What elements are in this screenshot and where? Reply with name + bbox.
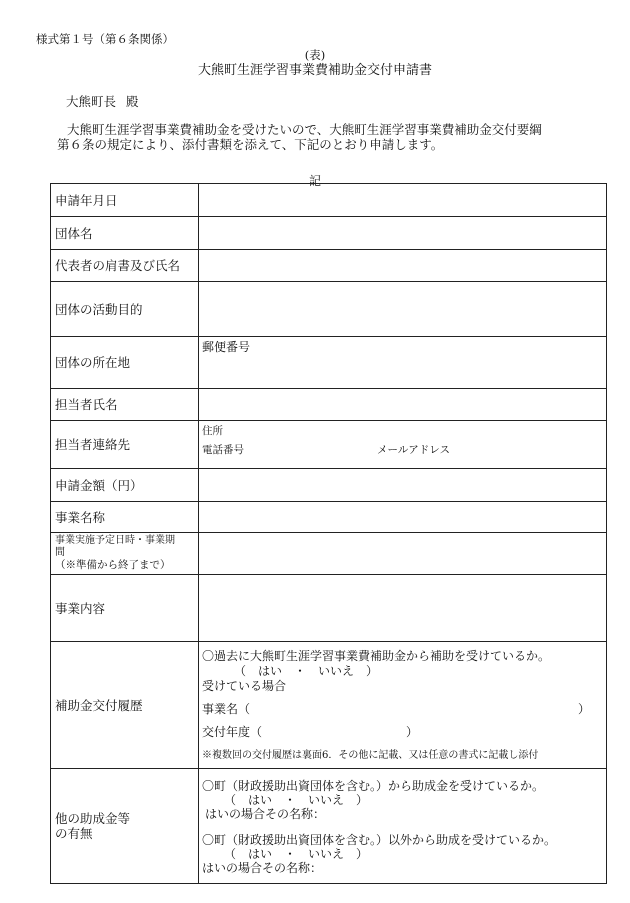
- history-project-name-open: 事業名（: [202, 701, 251, 716]
- contact-info-label: 担当者連絡先: [51, 421, 199, 469]
- application-date-label: 申請年月日: [51, 184, 199, 217]
- form-number: 様式第１号（第６条関係）: [36, 32, 174, 46]
- row-representative: [51, 250, 607, 282]
- schedule-label-line-2: 間: [55, 547, 65, 558]
- group-name-label: 団体名: [51, 217, 199, 250]
- representative-field[interactable]: [199, 250, 607, 282]
- other-grants-name2: はいの場合その名称：: [202, 860, 323, 875]
- other-grants-q2: 〇町（財政援助出資団体を含む。）以外から助成を受けているか。: [202, 832, 557, 847]
- amount-field[interactable]: [199, 469, 607, 502]
- project-content-field[interactable]: [199, 575, 607, 642]
- address-label: 住所: [202, 425, 223, 437]
- schedule-label: [51, 533, 199, 575]
- front-side-marker: (表): [304, 48, 326, 62]
- row-location: [51, 337, 607, 389]
- purpose-label: 団体の活動目的: [51, 282, 199, 337]
- history-year-line: 交付年度（ ）: [202, 724, 419, 739]
- other-grants-label-line-1: 他の助成金等: [55, 811, 131, 826]
- row-schedule: [51, 533, 607, 575]
- row-contact-person: [51, 389, 607, 421]
- contact-person-field[interactable]: [199, 389, 607, 421]
- location-field[interactable]: [199, 337, 607, 389]
- schedule-note: （※準備から終了まで）: [55, 559, 171, 571]
- history-choice[interactable]: （ はい ・ いいえ ）: [234, 663, 379, 678]
- row-purpose: [51, 282, 607, 337]
- title-block: [0, 48, 630, 79]
- row-contact-info: [51, 421, 607, 469]
- project-name-field[interactable]: [199, 502, 607, 533]
- phone-label: 電話番号: [202, 444, 244, 456]
- postal-code-label: 郵便番号: [202, 340, 251, 354]
- other-grants-content: [199, 776, 606, 877]
- project-content-label: 事業内容: [51, 575, 199, 642]
- page-title: 大熊町生涯学習事業費補助金交付申請書: [197, 63, 432, 78]
- email-label: メールアドレス: [377, 444, 450, 456]
- other-grants-name1: はいの場合その名称：: [205, 806, 326, 821]
- other-grants-field[interactable]: [199, 769, 607, 884]
- purpose-field[interactable]: [199, 282, 607, 337]
- history-if-yes: 受けている場合: [202, 678, 287, 693]
- row-grant-history: [51, 642, 607, 769]
- other-grants-label-line-2: の有無: [55, 826, 93, 841]
- addressee: [66, 92, 139, 110]
- grant-history-content: [199, 646, 606, 765]
- statement-line-1: 大熊町生涯学習事業費補助金を受けたいので、大熊町生涯学習事業費補助金交付要綱: [67, 122, 542, 137]
- project-name-label: 事業名称: [51, 502, 199, 533]
- schedule-field[interactable]: [199, 533, 607, 575]
- grant-history-field[interactable]: [199, 642, 607, 769]
- history-project-name-line: [202, 702, 606, 717]
- amount-label: 申請金額（円）: [51, 469, 199, 502]
- addressee-honorific: 殿: [126, 94, 139, 109]
- contact-person-label: 担当者氏名: [51, 389, 199, 421]
- application-statement: [57, 122, 597, 152]
- history-project-name-close: ）: [577, 701, 590, 716]
- representative-label: 代表者の肩書及び氏名: [51, 250, 199, 282]
- addressee-office: 大熊町長: [66, 94, 117, 109]
- other-grants-q1: 〇町（財政援助出資団体を含む。）から助成金を受けているか。: [202, 778, 545, 793]
- history-question: 〇過去に大熊町生涯学習事業費補助金から補助を受けているか。: [202, 648, 551, 663]
- other-grants-label: [51, 769, 199, 884]
- record-label: 記: [308, 174, 321, 188]
- grant-history-label: 補助金交付履歴: [51, 642, 199, 769]
- application-form-table: [50, 183, 607, 884]
- row-application-date: [51, 184, 607, 217]
- application-date-field[interactable]: [199, 184, 607, 217]
- other-grants-choice1[interactable]: （ はい ・ いいえ ）: [224, 792, 369, 807]
- row-project-content: [51, 575, 607, 642]
- row-other-grants: [51, 769, 607, 884]
- schedule-label-line-1: 事業実施予定日時・事業期: [55, 535, 175, 546]
- other-grants-choice2[interactable]: （ はい ・ いいえ ）: [224, 846, 369, 861]
- history-note: ※複数回の交付履歴は裏面6．その他に記載、又は任意の書式に記載し添付: [202, 749, 539, 761]
- statement-line-2: 第６条の規定により、添付書類を添えて、下記のとおり申請します。: [57, 137, 444, 152]
- location-label: 団体の所在地: [51, 337, 199, 389]
- row-group-name: [51, 217, 607, 250]
- group-name-field[interactable]: [199, 217, 607, 250]
- contact-info-field[interactable]: [199, 421, 607, 469]
- row-project-name: [51, 502, 607, 533]
- row-amount: [51, 469, 607, 502]
